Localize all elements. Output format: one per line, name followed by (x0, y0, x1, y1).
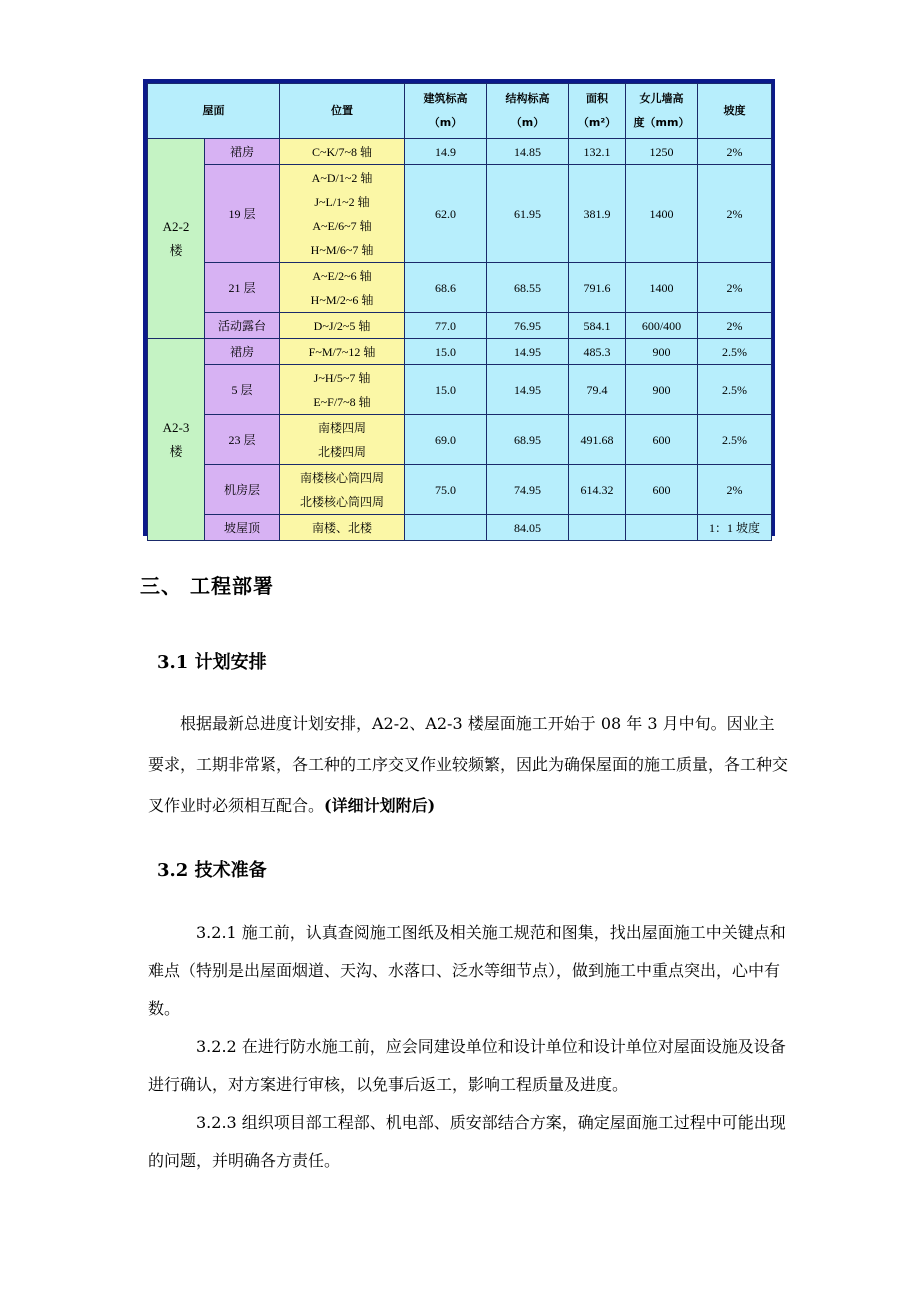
plan-paragraph: 根据最新总进度计划安排，A2-2、A2-3 楼屋面施工开始于 08 年 3 月中旬。因业主要求，工期非常紧，各工种的工序交叉作业较频繁，因此为确保屋面的施工质量，各工种交叉作业时必须相互配合。(详细计划附后) (148, 714, 789, 815)
slope-cell: 2% (698, 313, 772, 339)
slope-cell: 2.5% (698, 365, 772, 415)
section-title: 三、 工程部署 (140, 574, 274, 598)
struct-elevation-cell: 68.95 (487, 415, 569, 465)
area-cell: 381.9 (569, 165, 626, 263)
table-row (148, 515, 772, 541)
plan-note: (详细计划附后) (324, 796, 436, 815)
arch-elevation-cell: 68.6 (405, 263, 487, 313)
position-cell: A~E/2~6 轴 H~M/2~6 轴 (280, 263, 405, 313)
parapet-cell: 1250 (626, 139, 698, 165)
area-cell: 491.68 (569, 415, 626, 465)
table-row (148, 339, 772, 365)
header-slope: 坡度 (698, 84, 772, 139)
building-name-cell: A2-2 楼 (148, 139, 205, 339)
parapet-cell (626, 515, 698, 541)
struct-elevation-cell: 84.05 (487, 515, 569, 541)
slope-cell: 2% (698, 465, 772, 515)
parapet-cell: 900 (626, 339, 698, 365)
slope-cell: 2% (698, 263, 772, 313)
table-row (148, 365, 772, 415)
position-cell: 南楼、北楼 (280, 515, 405, 541)
slope-cell: 1：1 坡度 (698, 515, 772, 541)
level-cell: 21 层 (205, 263, 280, 313)
building-name-cell: A2-3 楼 (148, 339, 205, 541)
subsection-title-tech: 3.2 技术准备 (157, 860, 267, 881)
area-cell: 791.6 (569, 263, 626, 313)
position-cell: C~K/7~8 轴 (280, 139, 405, 165)
parapet-cell: 1400 (626, 165, 698, 263)
arch-elevation-cell: 69.0 (405, 415, 487, 465)
table-row (148, 165, 772, 263)
table-row (148, 313, 772, 339)
tech-paragraph-1: 3.2.1 施工前，认真查阅施工图纸及相关施工规范和图集，找出屋面施工中关键点和难点（特别是出屋面烟道、天沟、水落口、泛水等细节点），做到施工中重点突出，心中有数。 (148, 923, 786, 1018)
subsection-title-plan: 3.1 计划安排 (157, 652, 267, 673)
level-cell: 19 层 (205, 165, 280, 263)
level-cell: 机房层 (205, 465, 280, 515)
parapet-cell: 1400 (626, 263, 698, 313)
struct-elevation-cell: 68.55 (487, 263, 569, 313)
roof-spec-table (147, 83, 772, 541)
slope-cell: 2.5% (698, 415, 772, 465)
position-cell: J~H/5~7 轴 E~F/7~8 轴 (280, 365, 405, 415)
parapet-cell: 600 (626, 415, 698, 465)
header-area: 面积 （m²） (569, 84, 626, 139)
arch-elevation-cell: 75.0 (405, 465, 487, 515)
level-cell: 23 层 (205, 415, 280, 465)
header-roof: 屋面 (148, 84, 280, 139)
parapet-cell: 600/400 (626, 313, 698, 339)
arch-elevation-cell: 15.0 (405, 339, 487, 365)
struct-elevation-cell: 76.95 (487, 313, 569, 339)
struct-elevation-cell: 14.95 (487, 365, 569, 415)
parapet-cell: 600 (626, 465, 698, 515)
parapet-cell: 900 (626, 365, 698, 415)
level-cell: 5 层 (205, 365, 280, 415)
area-cell (569, 515, 626, 541)
tech-paragraph-3: 3.2.3 组织项目部工程部、机电部、质安部结合方案，确定屋面施工过程中可能出现的问题，并明确各方责任。 (148, 1113, 786, 1170)
struct-elevation-cell: 14.95 (487, 339, 569, 365)
header-position: 位置 (280, 84, 405, 139)
struct-elevation-cell: 61.95 (487, 165, 569, 263)
tech-paragraph-2: 3.2.2 在进行防水施工前，应会同建设单位和设计单位和设计单位对屋面设施及设备进行确认，对方案进行审核，以免事后返工，影响工程质量及进度。 (148, 1037, 786, 1094)
position-cell: A~D/1~2 轴 J~L/1~2 轴 A~E/6~7 轴 H~M/6~7 轴 (280, 165, 405, 263)
area-cell: 79.4 (569, 365, 626, 415)
arch-elevation-cell (405, 515, 487, 541)
arch-elevation-cell: 14.9 (405, 139, 487, 165)
arch-elevation-cell: 77.0 (405, 313, 487, 339)
header-arch-elevation: 建筑标高 （m） (405, 84, 487, 139)
position-cell: 南楼核心筒四周 北楼核心筒四周 (280, 465, 405, 515)
roof-table (143, 79, 775, 536)
area-cell: 614.32 (569, 465, 626, 515)
table-row (148, 139, 772, 165)
level-cell: 裙房 (205, 139, 280, 165)
position-cell: 南楼四周 北楼四周 (280, 415, 405, 465)
level-cell: 坡屋顶 (205, 515, 280, 541)
area-cell: 485.3 (569, 339, 626, 365)
area-cell: 584.1 (569, 313, 626, 339)
arch-elevation-cell: 62.0 (405, 165, 487, 263)
level-cell: 裙房 (205, 339, 280, 365)
area-cell: 132.1 (569, 139, 626, 165)
struct-elevation-cell: 14.85 (487, 139, 569, 165)
header-struct-elevation: 结构标高 （m） (487, 84, 569, 139)
table-row (148, 465, 772, 515)
slope-cell: 2.5% (698, 339, 772, 365)
position-cell: F~M/7~12 轴 (280, 339, 405, 365)
slope-cell: 2% (698, 139, 772, 165)
header-parapet-height: 女儿墙高 度（mm） (626, 84, 698, 139)
level-cell: 活动露台 (205, 313, 280, 339)
struct-elevation-cell: 74.95 (487, 465, 569, 515)
arch-elevation-cell: 15.0 (405, 365, 487, 415)
table-row (148, 263, 772, 313)
slope-cell: 2% (698, 165, 772, 263)
position-cell: D~J/2~5 轴 (280, 313, 405, 339)
table-row (148, 415, 772, 465)
